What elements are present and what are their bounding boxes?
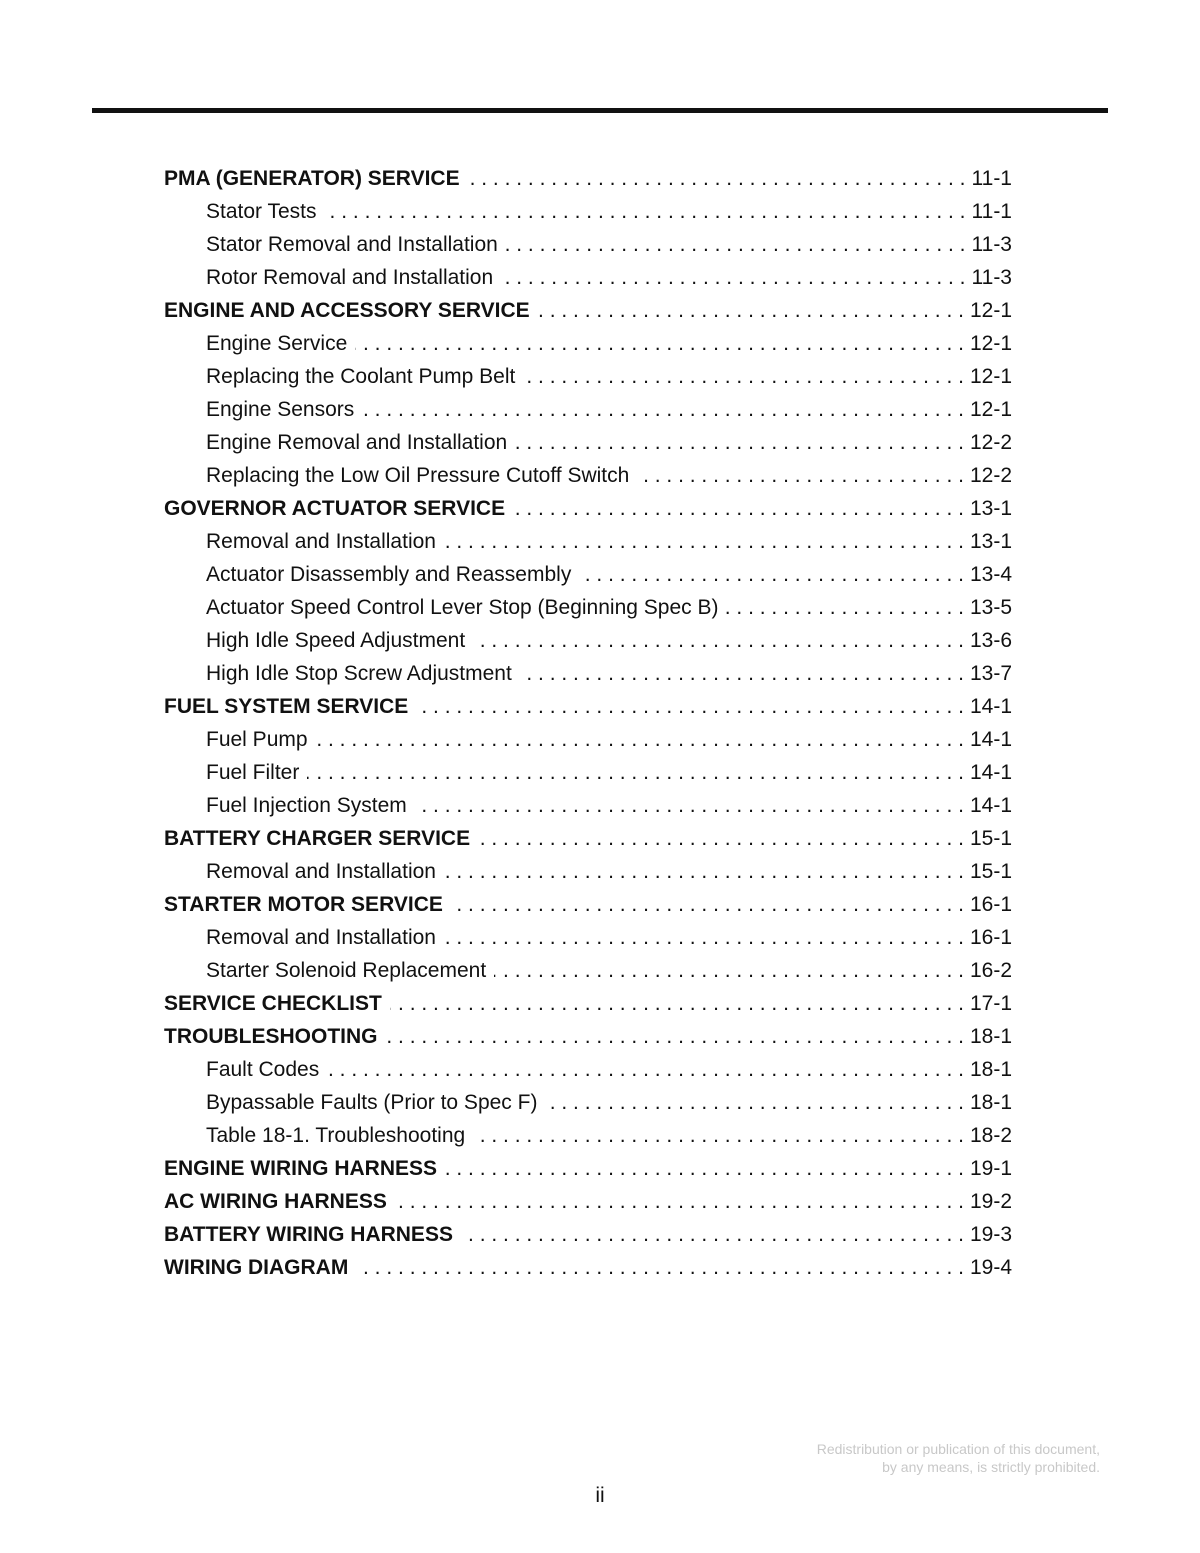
- toc-entry-page: 19-1: [969, 1157, 1012, 1180]
- toc-entry-title: Starter Solenoid Replacement: [206, 959, 487, 982]
- toc-subsection-entry[interactable]: [164, 657, 1012, 690]
- toc-dot-leader: [538, 294, 964, 327]
- toc-entry-title: Actuator Speed Control Lever Stop (Beginning Spec B): [206, 596, 719, 619]
- toc-dot-leader: [545, 1086, 964, 1119]
- toc-dot-leader: [415, 789, 964, 822]
- toc-entry-title: Replacing the Coolant Pump Belt: [206, 365, 516, 388]
- toc-entry-page: 17-1: [969, 992, 1012, 1015]
- toc-subsection-entry[interactable]: [164, 624, 1012, 657]
- toc-entry-title: Stator Tests: [206, 200, 317, 223]
- toc-entry-page: 19-4: [969, 1256, 1012, 1279]
- toc-dot-leader: [473, 1119, 964, 1152]
- toc-subsection-entry[interactable]: [164, 459, 1012, 492]
- toc-dot-leader: [444, 855, 964, 888]
- toc-dot-leader: [506, 228, 966, 261]
- toc-entry-page: 11-3: [971, 266, 1012, 289]
- toc-entry-page: 19-3: [969, 1223, 1012, 1246]
- toc-entry-page: 11-1: [971, 200, 1012, 223]
- toc-entry-page: 18-1: [969, 1058, 1012, 1081]
- toc-subsection-entry[interactable]: [164, 921, 1012, 954]
- toc-dot-leader: [390, 987, 964, 1020]
- toc-section-entry[interactable]: [164, 822, 1012, 855]
- toc-entry-page: 13-1: [969, 530, 1012, 553]
- toc-subsection-entry[interactable]: [164, 195, 1012, 228]
- toc-entry-page: 13-6: [969, 629, 1012, 652]
- toc-entry-page: 14-1: [969, 695, 1012, 718]
- notice-line-1: Redistribution or publication of this document,: [816, 1441, 1100, 1457]
- toc-entry-title: Engine Sensors: [206, 398, 355, 421]
- toc-subsection-entry[interactable]: [164, 591, 1012, 624]
- toc-section-entry[interactable]: [164, 1020, 1012, 1053]
- toc-subsection-entry[interactable]: [164, 525, 1012, 558]
- toc-entry-page: 12-1: [969, 332, 1012, 355]
- toc-entry-page: 12-2: [969, 464, 1012, 487]
- toc-section-entry[interactable]: [164, 1218, 1012, 1251]
- toc-entry-title: STARTER MOTOR SERVICE: [164, 893, 443, 916]
- toc-dot-leader: [445, 1152, 964, 1185]
- toc-entry-title: Bypassable Faults (Prior to Spec F): [206, 1091, 538, 1114]
- toc-entry-title: PMA (GENERATOR) SERVICE: [164, 167, 460, 190]
- toc-dot-leader: [478, 822, 964, 855]
- toc-entry-title: FUEL SYSTEM SERVICE: [164, 695, 409, 718]
- toc-dot-leader: [327, 1053, 964, 1086]
- toc-section-entry[interactable]: [164, 1185, 1012, 1218]
- toc-dot-leader: [461, 1218, 964, 1251]
- toc-entry-page: 15-1: [969, 827, 1012, 850]
- toc-subsection-entry[interactable]: [164, 1086, 1012, 1119]
- toc-entry-page: 16-1: [969, 893, 1012, 916]
- toc-entry-title: WIRING DIAGRAM: [164, 1256, 349, 1279]
- toc-entry-title: Fuel Pump: [206, 728, 308, 751]
- toc-entry-page: 12-2: [969, 431, 1012, 454]
- toc-subsection-entry[interactable]: [164, 426, 1012, 459]
- toc-subsection-entry[interactable]: [164, 723, 1012, 756]
- toc-entry-page: 13-4: [969, 563, 1012, 586]
- toc-subsection-entry[interactable]: [164, 327, 1012, 360]
- toc-entry-title: BATTERY CHARGER SERVICE: [164, 827, 471, 850]
- toc-dot-leader: [444, 525, 964, 558]
- toc-entry-page: 12-1: [969, 365, 1012, 388]
- toc-entry-page: 14-1: [969, 794, 1012, 817]
- toc-dot-leader: [523, 360, 964, 393]
- toc-dot-leader: [726, 591, 963, 624]
- toc-entry-page: 12-1: [969, 299, 1012, 322]
- toc-section-entry[interactable]: [164, 987, 1012, 1020]
- toc-dot-leader: [444, 921, 964, 954]
- toc-dot-leader: [473, 624, 964, 657]
- toc-dot-leader: [468, 162, 966, 195]
- toc-entry-title: Engine Service: [206, 332, 348, 355]
- toc-entry-page: 19-2: [969, 1190, 1012, 1213]
- toc-entry-title: High Idle Stop Screw Adjustment: [206, 662, 512, 685]
- toc-dot-leader: [451, 888, 964, 921]
- toc-subsection-entry[interactable]: [164, 855, 1012, 888]
- toc-entry-title: TROUBLESHOOTING: [164, 1025, 378, 1048]
- toc-entry-title: SERVICE CHECKLIST: [164, 992, 382, 1015]
- toc-dot-leader: [637, 459, 964, 492]
- toc-entry-page: 18-1: [969, 1025, 1012, 1048]
- toc-subsection-entry[interactable]: [164, 360, 1012, 393]
- toc-dot-leader: [307, 756, 964, 789]
- toc-subsection-entry[interactable]: [164, 756, 1012, 789]
- toc-dot-leader: [501, 261, 965, 294]
- toc-entry-title: Rotor Removal and Installation: [206, 266, 494, 289]
- toc-dot-leader: [513, 492, 964, 525]
- toc-dot-leader: [395, 1185, 964, 1218]
- toc-entry-title: Engine Removal and Installation: [206, 431, 508, 454]
- notice-line-2: by any means, is strictly prohibited.: [882, 1459, 1100, 1475]
- toc-dot-leader: [386, 1020, 964, 1053]
- page-number: ii: [595, 1484, 605, 1507]
- toc-subsection-entry[interactable]: [164, 228, 1012, 261]
- toc-section-entry[interactable]: [164, 492, 1012, 525]
- toc-entry-page: 14-1: [969, 728, 1012, 751]
- redistribution-notice: [817, 1440, 1100, 1476]
- toc-section-entry[interactable]: [164, 294, 1012, 327]
- toc-entry-title: BATTERY WIRING HARNESS: [164, 1223, 453, 1246]
- toc-entry-page: 13-1: [969, 497, 1012, 520]
- toc-dot-leader: [494, 954, 964, 987]
- toc-dot-leader: [579, 558, 964, 591]
- toc-dot-leader: [356, 1251, 964, 1284]
- table-of-contents: [164, 162, 1012, 1284]
- toc-entry-title: AC WIRING HARNESS: [164, 1190, 387, 1213]
- toc-entry-page: 15-1: [969, 860, 1012, 883]
- toc-entry-title: Removal and Installation: [206, 860, 436, 883]
- toc-entry-page: 11-3: [971, 233, 1012, 256]
- toc-entry-page: 18-2: [969, 1124, 1012, 1147]
- toc-subsection-entry[interactable]: [164, 558, 1012, 591]
- toc-entry-page: 11-1: [971, 167, 1012, 190]
- header-rule: [92, 108, 1108, 113]
- toc-entry-title: Fuel Injection System: [206, 794, 407, 817]
- toc-section-entry[interactable]: [164, 888, 1012, 921]
- toc-subsection-entry[interactable]: [164, 1119, 1012, 1152]
- toc-dot-leader: [416, 690, 964, 723]
- toc-section-entry[interactable]: [164, 1251, 1012, 1284]
- toc-entry-title: Replacing the Low Oil Pressure Cutoff Switch: [206, 464, 630, 487]
- toc-entry-page: 18-1: [969, 1091, 1012, 1114]
- toc-subsection-entry[interactable]: [164, 954, 1012, 987]
- toc-entry-title: Actuator Disassembly and Reassembly: [206, 563, 572, 586]
- toc-subsection-entry[interactable]: [164, 789, 1012, 822]
- toc-section-entry[interactable]: [164, 1152, 1012, 1185]
- toc-entry-page: 13-7: [969, 662, 1012, 685]
- toc-entry-title: High Idle Speed Adjustment: [206, 629, 466, 652]
- toc-entry-page: 12-1: [969, 398, 1012, 421]
- toc-dot-leader: [520, 657, 964, 690]
- toc-entry-title: Removal and Installation: [206, 926, 436, 949]
- toc-entry-title: Removal and Installation: [206, 530, 436, 553]
- toc-entry-page: 13-5: [969, 596, 1012, 619]
- toc-entry-page: 14-1: [969, 761, 1012, 784]
- toc-section-entry[interactable]: [164, 690, 1012, 723]
- toc-subsection-entry[interactable]: [164, 261, 1012, 294]
- toc-dot-leader: [325, 195, 966, 228]
- toc-entry-title: Stator Removal and Installation: [206, 233, 498, 256]
- toc-subsection-entry[interactable]: [164, 393, 1012, 426]
- toc-dot-leader: [316, 723, 964, 756]
- toc-entry-page: 16-1: [969, 926, 1012, 949]
- toc-entry-title: ENGINE AND ACCESSORY SERVICE: [164, 299, 530, 322]
- toc-entry-title: GOVERNOR ACTUATOR SERVICE: [164, 497, 506, 520]
- toc-subsection-entry[interactable]: [164, 1053, 1012, 1086]
- toc-entry-title: Table 18-1. Troubleshooting: [206, 1124, 466, 1147]
- toc-dot-leader: [362, 393, 964, 426]
- toc-entry-page: 16-2: [969, 959, 1012, 982]
- toc-entry-title: Fuel Filter: [206, 761, 300, 784]
- toc-dot-leader: [355, 327, 964, 360]
- toc-section-entry[interactable]: [164, 162, 1012, 195]
- toc-entry-title: ENGINE WIRING HARNESS: [164, 1157, 438, 1180]
- toc-entry-title: Fault Codes: [206, 1058, 320, 1081]
- toc-dot-leader: [515, 426, 964, 459]
